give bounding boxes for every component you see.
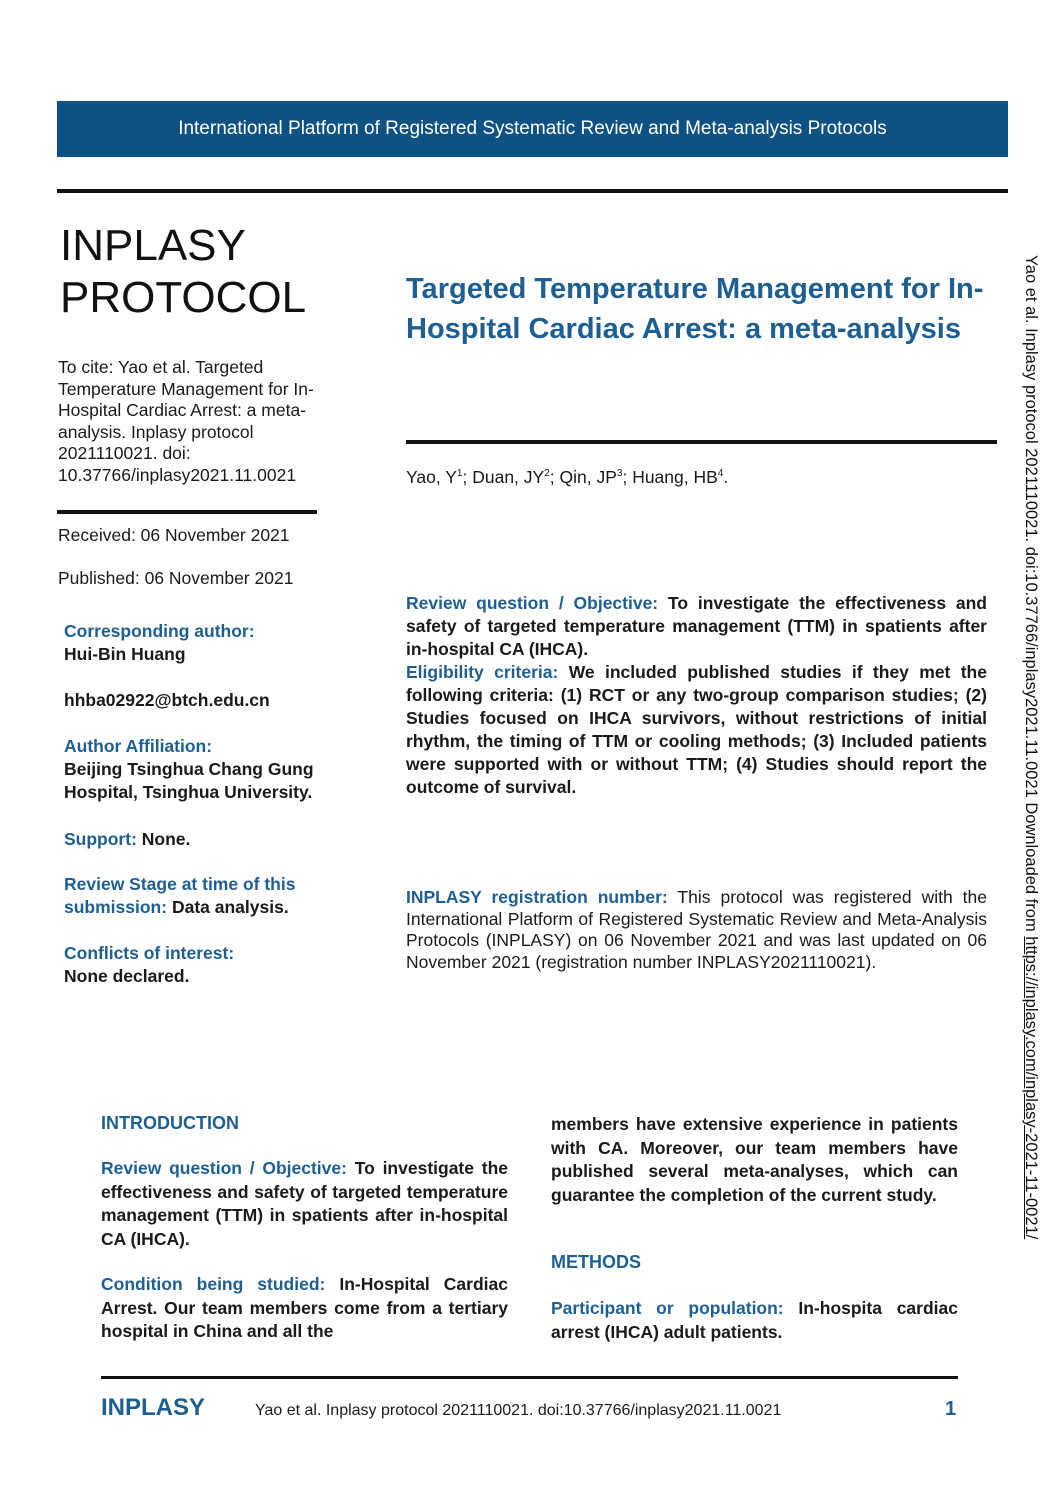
citation-text: To cite: Yao et al. Targeted Temperature Management for In-Hospital Cardiac Arrest: a meta-analysis. Inplasy protocol 2021110021. doi: 10.37766/inplasy2021.11.0021 [58, 357, 314, 485]
brand-line-2: PROTOCOL [60, 273, 307, 322]
author-separator: ; [622, 467, 633, 487]
author-name: Qin, JP [559, 467, 617, 487]
intro-review-text: To investigate the effectiveness and safety of targeted temperature management (TTM) in spatients after in-hospital CA (IHCA). [101, 1158, 508, 1249]
participant-text: In-hospita cardiac arrest (IHCA) adult patients. [551, 1298, 958, 1342]
registration-text: This protocol was registered with the International Platform of Registered Systematic Review and Meta-Analysis Protocols (INPLASY) on 06 November 2021 and was last updated on 06 November 2021 (registration number INPLASY2021110021). [406, 887, 987, 972]
continued-paragraph: members have extensive experience in patients with CA. Moreover, our team members have published several meta-analyses, which can guarantee the completion of the current study. [551, 1114, 958, 1205]
author-separator: . [723, 467, 729, 487]
received-date: Received: 06 November 2021 [58, 525, 290, 545]
author-affiliation-mark: 4 [717, 468, 724, 480]
journal-banner [57, 101, 1008, 157]
author-affiliation-mark: 1 [456, 468, 463, 480]
footer-rule [101, 1376, 958, 1379]
footer-citation: Yao et al. Inplasy protocol 2021110021. doi:10.37766/inplasy2021.11.0021 [255, 1402, 782, 1419]
introduction-heading: INTRODUCTION [101, 1113, 239, 1133]
author-affiliation-mark: 3 [616, 468, 623, 480]
abstract-review-label: Review question / Objective: [406, 593, 659, 613]
abstract-review-text: To investigate the effectiveness and safety of targeted temperature management (TTM) in spatients after in-hospital CA (IHCA). [406, 593, 987, 659]
review-stage-block [64, 873, 354, 919]
corresponding-author-label: Corresponding author: [64, 621, 255, 641]
condition-text: In-Hospital Cardiac Arrest. Our team members come from a tertiary hospital in China and all the [101, 1274, 508, 1341]
condition-label: Condition being studied: [101, 1274, 326, 1294]
condition-paragraph [101, 1273, 508, 1344]
intro-review-paragraph [101, 1157, 508, 1251]
review-stage-label: Review Stage at time of this submission: [64, 874, 296, 917]
eligibility-label: Eligibility criteria: [406, 662, 559, 682]
left-rule [57, 510, 317, 514]
download-link[interactable]: https://inplasy.com/inplasy-2021-11-0021/ [1022, 936, 1040, 1240]
conflicts-value: None declared. [64, 966, 190, 986]
eligibility-text: We included published studies if they met the following criteria: (1) RCT or any two-group comparison studies; (2) Studies focused on IHCA survivors, without restrictions of initial rhythm, the timing of TTM or cooling methods; (3) Included patients were supported with or without TTM; (4) Studies should report the outcome of survival. [406, 662, 987, 797]
affiliation-block [64, 735, 354, 804]
registration-block [406, 887, 987, 973]
affiliation-label: Author Affiliation: [64, 736, 213, 756]
review-stage-value: Data analysis. [171, 897, 289, 917]
affiliation-value: Beijing Tsinghua Chang Gung Hospital, Tsinghua University. [64, 759, 314, 802]
header-rule [57, 189, 1008, 193]
author-separator: ; [549, 467, 560, 487]
author-list [406, 467, 728, 488]
page-number: 1 [945, 1398, 957, 1420]
support-label: Support: [64, 829, 137, 849]
footer-brand: INPLASY [101, 1394, 206, 1421]
author-name: Yao, Y [406, 467, 457, 487]
article-title: Targeted Temperature Management for In-Hospital Cardiac Arrest: a meta-analysis [406, 273, 984, 345]
abstract-review [406, 592, 987, 661]
support-value: None. [141, 829, 191, 849]
intro-review-label: Review question / Objective: [101, 1158, 347, 1178]
conflicts-block [64, 942, 354, 988]
participant-label: Participant or population: [551, 1298, 784, 1318]
support-block [64, 828, 354, 851]
registration-label: INPLASY registration number: [406, 887, 668, 907]
published-date: Published: 06 November 2021 [58, 568, 294, 588]
author-name: Duan, JY [472, 467, 545, 487]
protocol-brand [60, 220, 306, 324]
download-note [1021, 255, 1040, 1239]
author-name: Huang, HB [632, 467, 718, 487]
participant-paragraph [551, 1297, 958, 1344]
corresponding-author-name: Hui-Bin Huang [64, 644, 186, 664]
author-separator: ; [462, 467, 473, 487]
abstract-eligibility [406, 661, 987, 799]
banner-text: International Platform of Registered Systematic Review and Meta-analysis Protocols [178, 118, 887, 139]
brand-line-1: INPLASY [60, 221, 246, 270]
corresponding-author-block [64, 620, 354, 666]
download-note-text: Yao et al. Inplasy protocol 2021110021. doi:10.37766/inplasy2021.11.0021 Downloaded from [1022, 255, 1040, 937]
author-email[interactable]: hhba02922@btch.edu.cn [64, 690, 270, 710]
author-affiliation-mark: 2 [544, 468, 550, 480]
email-block [64, 689, 354, 712]
methods-heading: METHODS [551, 1252, 641, 1272]
title-rule [406, 440, 997, 444]
conflicts-label: Conflicts of interest: [64, 943, 235, 963]
abstract-block [406, 592, 987, 799]
